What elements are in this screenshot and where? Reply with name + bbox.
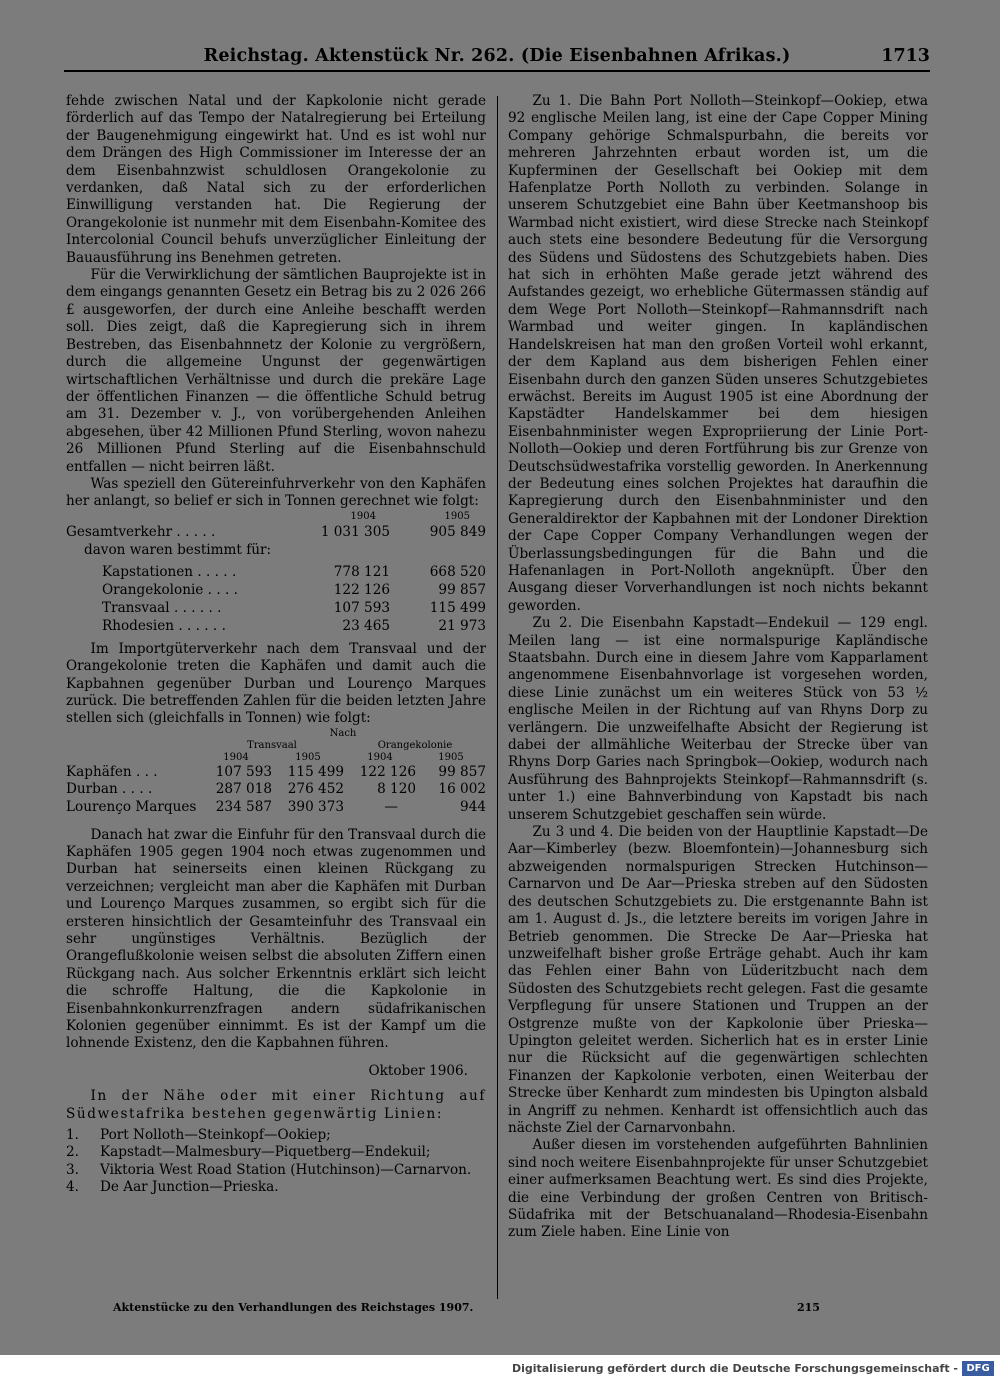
table-row: Orangekolonie . . . . 122 126 99 857: [102, 581, 486, 598]
row-label: Rhodesien: [102, 617, 175, 634]
cell: 390 373: [287, 798, 344, 815]
right-column: [508, 93, 928, 1242]
cell: 1 031 305: [320, 523, 390, 540]
table-row: Kapstationen . . . . . 778 121 668 520: [102, 563, 486, 580]
dfg-credit-bar: [0, 1355, 1000, 1383]
dfg-logo-icon: DFG: [962, 1361, 994, 1376]
cell: 115 499: [429, 599, 486, 616]
paragraph: Zu 1. Die Bahn Port Nolloth—Steinkopf—Ookiep, etwa 92 englische Meilen lang, ist eine der Cape Copper Mining Company gehörige Schmalspurbahn, die bereits vor mehreren Jahrzehnten erbaut worden ist, um die Kupferminen der Gesellschaft bei Ookiep mit dem Hafenplatze Porth Nolloth zu verbinden. Solange in unserem Schutzgebiet eine Bahn über Keetmanshoop bis Warmbad nicht existiert, wird diese Strecke nach Steinkopf auch stets eine besondere Bedeutung für die Versorgung des Südens und Südostens des Schutzgebiets haben. Dies hat sich in erhöhten Maße gerade jetzt während des Aufstandes gezeigt, wo erhebliche Gütermassen ständig auf dem Wege Port Nolloth—Steinkopf—Rahmannsdrift nach Warmbad und weiter gingen. In kapländischen Handelskreisen hat man den großen Vorteil wohl erkannt, der dem Kapland aus dem bisherigen Fehlen einer Eisenbahn durch den ganzen Süden unseres Schutzgebietes erwächst. Bereits im August 1905 ist eine Abordnung der Kapstädter Handelskammer bei dem hiesigen Eisenbahnminister wegen Expropriierung der Linie Port-Nolloth—Ookiep und deren Fortführung bis zur Grenze von Deutschsüdwestafrika vorstellig geworden. In Anerkennung der Bedeutung eines solchen Projektes hat daraufhin die Kapregierung durch den Eisenbahnminister und den Generaldirektor der Kapbahnen mit der Londoner Direktion der Cape Copper Company Verhandlungen wegen der Überlassungsbedingungen für die Bahn und die Hafenanlagen in Port-Nolloth angeknüpft. Über den Ausgang dieser Vorverhandlungen ist noch nichts bekannt geworden.: [508, 93, 928, 614]
paragraph: Für die Verwirklichung der sämtlichen Bauprojekte ist in dem eingangs genannten Gesetz ein Betrag bis zu 2 026 266 £ ausgeworfen, der durch eine Anleihe beschafft werden soll. Dies zeigt, daß die Kapregierung sich in ihrem Bestreben, das Eisenbahnnetz der Kolonie zu vergrößern, durch die allgemeine Ungunst der gegenwärtigen wirtschaftlichen Verhältnisse und durch die prekäre Lage der öffentlichen Finanzen — die öffentliche Schuld betrug am 31. Dezember v. J., von vorübergehenden Anleihen abgesehen, über 42 Millionen Pfund Sterling, wovon nahezu 26 Millionen Pfund Sterling auf die Eisenbahnschuld entfallen — nicht beirren läßt.: [66, 267, 486, 475]
paragraph: Danach hat zwar die Einfuhr für den Transvaal durch die Kaphäfen 1905 gegen 1904 noch etwas zugenommen und Durban hat seinerseits einen kleinen Rückgang zu verzeichnen; vergleicht man aber die Kaphäfen mit Durban und Lourenço Marques zusammen, so ergibt sich für die ersteren hinsichtlich der Gesamteinfuhr des Transvaal ein sehr ungünstiges Verhältnis. Bezüglich der Orangeflußkolonie weisen selbst die absoluten Ziffern einen Rückgang nach. Aus solcher Erkenntnis erklärt sich leicht die schroffe Haltung, die die Kapkolonie in Eisenbahnkonkurrenzfragen andern südafrikanischen Kolonien gegenüber einnimmt. Es ist der Kampf um die lohnende Existenz, den die Kapbahnen führen.: [66, 826, 486, 1052]
cell: 905 849: [429, 523, 486, 540]
column-divider: [497, 96, 498, 1299]
year-header: 1905: [444, 510, 470, 522]
cell: 944: [460, 798, 486, 815]
list-item: 3. Viktoria West Road Station (Hutchinson)—Carnarvon.: [66, 1161, 472, 1178]
group-header: Orangekolonie: [377, 739, 453, 751]
footer-signature: 215: [797, 1301, 820, 1314]
paragraph: Zu 2. Die Eisenbahn Kapstadt—Endekuil — 129 engl. Meilen lang — ist eine normalspurige Kapländische Staatsbahn. Durch eine in diesem Jahre vom Kapparlament angenommene Eisenbahnvorlage ist vorgesehen worden, diese Linie zunächst um ein weiteres Stück von 53 ½ englische Meilen in der Richtung auf van Rhyns Dorp zu verlängern. Die unzweifelhafte Absicht der Regierung ist dabei der allmähliche Weiterbau der Strecke über van Rhyns Dorp Garies nach Springbok—Ookiep, wodurch nach Ausführung des Bahnprojekts Steinkopf—Rahmannsdrift (s. unter 1.) eine Bahnverbindung von Kapstadt bis nach unserem Schutzgebiet geschaffen sein würde.: [508, 615, 928, 823]
date-line: Oktober 1906.: [368, 1062, 468, 1079]
table-row: Gesamtverkehr . . . . . 1 031 305 905 849: [66, 523, 486, 540]
row-label: Durban: [66, 781, 118, 798]
railway-lines-list: [66, 1127, 486, 1197]
cell: 122 126: [359, 763, 416, 780]
row-label: Kaphäfen: [66, 763, 132, 780]
cell: 287 018: [215, 781, 272, 798]
cell: —: [384, 798, 398, 815]
dfg-credit-text: Digitalisierung gefördert durch die Deutsche Forschungsgemeinschaft -: [511, 1362, 958, 1375]
running-title: Reichstag. Aktenstück Nr. 262. (Die Eisenbahnen Afrikas.): [203, 46, 791, 66]
row-label: Transvaal: [102, 599, 170, 616]
paragraph: Zu 3 und 4. Die beiden von der Hauptlinie Kapstadt—De Aar—Kimberley (bezw. Bloemfontein)—Johannesburg sich abzweigenden normalspurigen Strecken Hutchinson—Carnarvon und De Aar—Prieska streben auf den Südosten des deutschen Schutzgebiets zu. Die erstgenannte Bahn ist am 1. August d. Js., die letztere bereits im vorigen Jahre in Betrieb genommen. Die Strecke De Aar—Prieska hat unzweifelhaft bisher große Erträge gehabt. Auch ihr kam das Fehlen einer Bahn von Lüderitzbucht nach dem Südosten des Schutzgebiets recht gelegen. Fast die gesamte Verpflegung für unsere Stationen und Truppen an der Ostgrenze mußte von der Kapkolonie über Prieska—Upington geleitet werden. Sicherlich hat es in erster Linie nur die Rücksicht auf die gegenwärtigen schlechten Finanzen der Kapkolonie verboten, einen Weiterbau der Strecke über Kenhardt zum mindesten bis Upington alsbald in Angriff zu nehmen. Kenhardt ist offensichtlich auch das nächste Ziel der Carnarvonbahn.: [508, 824, 928, 1136]
list-item: 2. Kapstadt—Malmesbury—Piquetberg—Endekuil;: [66, 1144, 431, 1161]
year-header: 1904: [367, 751, 393, 763]
cell: 99 857: [438, 581, 486, 598]
row-label: Orangekolonie: [102, 581, 204, 598]
cell: 115 499: [287, 763, 344, 780]
paragraph: Im Importgüterverkehr nach dem Transvaal und der Orangekolonie treten die Kaphäfen und damit auch die Kapbahnen gegenüber Durban und Lourenço Marques zurück. Die betreffenden Zahlen für die beiden letzten Jahre stellen sich (gleichfalls in Tonnen) wie folgt:: [66, 640, 486, 727]
table-row: Kaphäfen . . . 107 593 115 499 122 126 99 857: [66, 763, 486, 780]
paragraph: Was speziell den Gütereinfuhrverkehr von den Kaphäfen her anlangt, so belief er sich in Tonnen gerechnet wie folgt:: [66, 475, 486, 510]
footer-publication: Aktenstücke zu den Verhandlungen des Reichstages 1907.: [113, 1301, 474, 1314]
year-header: 1905: [295, 751, 321, 763]
year-header: 1904: [223, 751, 249, 763]
cell: 107 593: [333, 599, 390, 616]
list-item: 4. De Aar Junction—Prieska.: [66, 1179, 279, 1196]
group-header: Transvaal: [247, 739, 297, 751]
sub-label: davon waren bestimmt für:: [84, 541, 272, 558]
row-label: Kapstationen: [102, 563, 194, 580]
cell: 668 520: [429, 563, 486, 580]
cell: 23 465: [342, 617, 390, 634]
left-column: [66, 93, 486, 1197]
cell: 122 126: [333, 581, 390, 598]
cell: 99 857: [438, 763, 486, 780]
cell: 21 973: [438, 617, 486, 634]
year-header: 1905: [438, 751, 464, 763]
cell: 234 587: [215, 798, 272, 815]
list-item: 1. Port Nolloth—Steinkopf—Ookiep;: [66, 1127, 331, 1144]
paragraph: In der Nähe oder mit einer Richtung auf Südwestafrika bestehen gegenwärtig Linien:: [66, 1088, 486, 1122]
table-row: [66, 799, 486, 817]
row-label: Lourenço Marques: [66, 798, 197, 815]
table-header-row: [66, 511, 486, 523]
import-table-2: [66, 728, 486, 817]
cell: 8 120: [377, 781, 416, 798]
paragraph: Außer diesen im vorstehenden aufgeführten Bahnlinien sind noch weitere Eisenbahnprojekte für unser Schutzgebiet einer aufmerksamen Beachtung wert. Es sind dies Projekte, die eine Verbindung der großen Centren von Britisch-Südafrika mit der Betschuanaland—Rhodesia-Eisenbahn zum Ziele haben. Eine Linie von: [508, 1137, 928, 1241]
cell: 276 452: [287, 781, 344, 798]
paragraph: fehde zwischen Natal und der Kapkolonie nicht gerade förderlich auf das Tempo der Natalregierung bei Erteilung der Baugenehmigung eingewirkt hat. Und es ist wohl nur dem Drängen des High Commissioner im Interesse der an dem Eisenbahnzwist schuldlosen Orangekolonie zu verdanken, daß Natal sich zu der erforderlichen Einwilligung verstanden hat. Die Regierung der Orangekolonie ist nunmehr mit dem Eisenbahn-Komitee des Intercolonial Council behufs unverzüglicher Einleitung der Bauausführung ins Benehmen getreten.: [66, 93, 486, 266]
nach-header: Nach: [329, 727, 357, 739]
cell: 16 002: [438, 781, 486, 798]
table-row: Transvaal . . . . . . 107 593 115 499: [102, 599, 486, 616]
row-label: Gesamtverkehr: [66, 523, 173, 540]
page-number: 1713: [881, 46, 930, 66]
import-table-1: [66, 511, 486, 641]
table-row: Durban . . . . 287 018 276 452 8 120 16 002: [66, 781, 486, 798]
table-row: Rhodesien . . . . . . 23 465 21 973: [102, 617, 486, 634]
cell: 107 593: [215, 763, 272, 780]
year-header: 1904: [350, 510, 376, 522]
cell: 778 121: [333, 563, 390, 580]
page-header: [64, 44, 930, 70]
header-rule: [64, 70, 930, 72]
